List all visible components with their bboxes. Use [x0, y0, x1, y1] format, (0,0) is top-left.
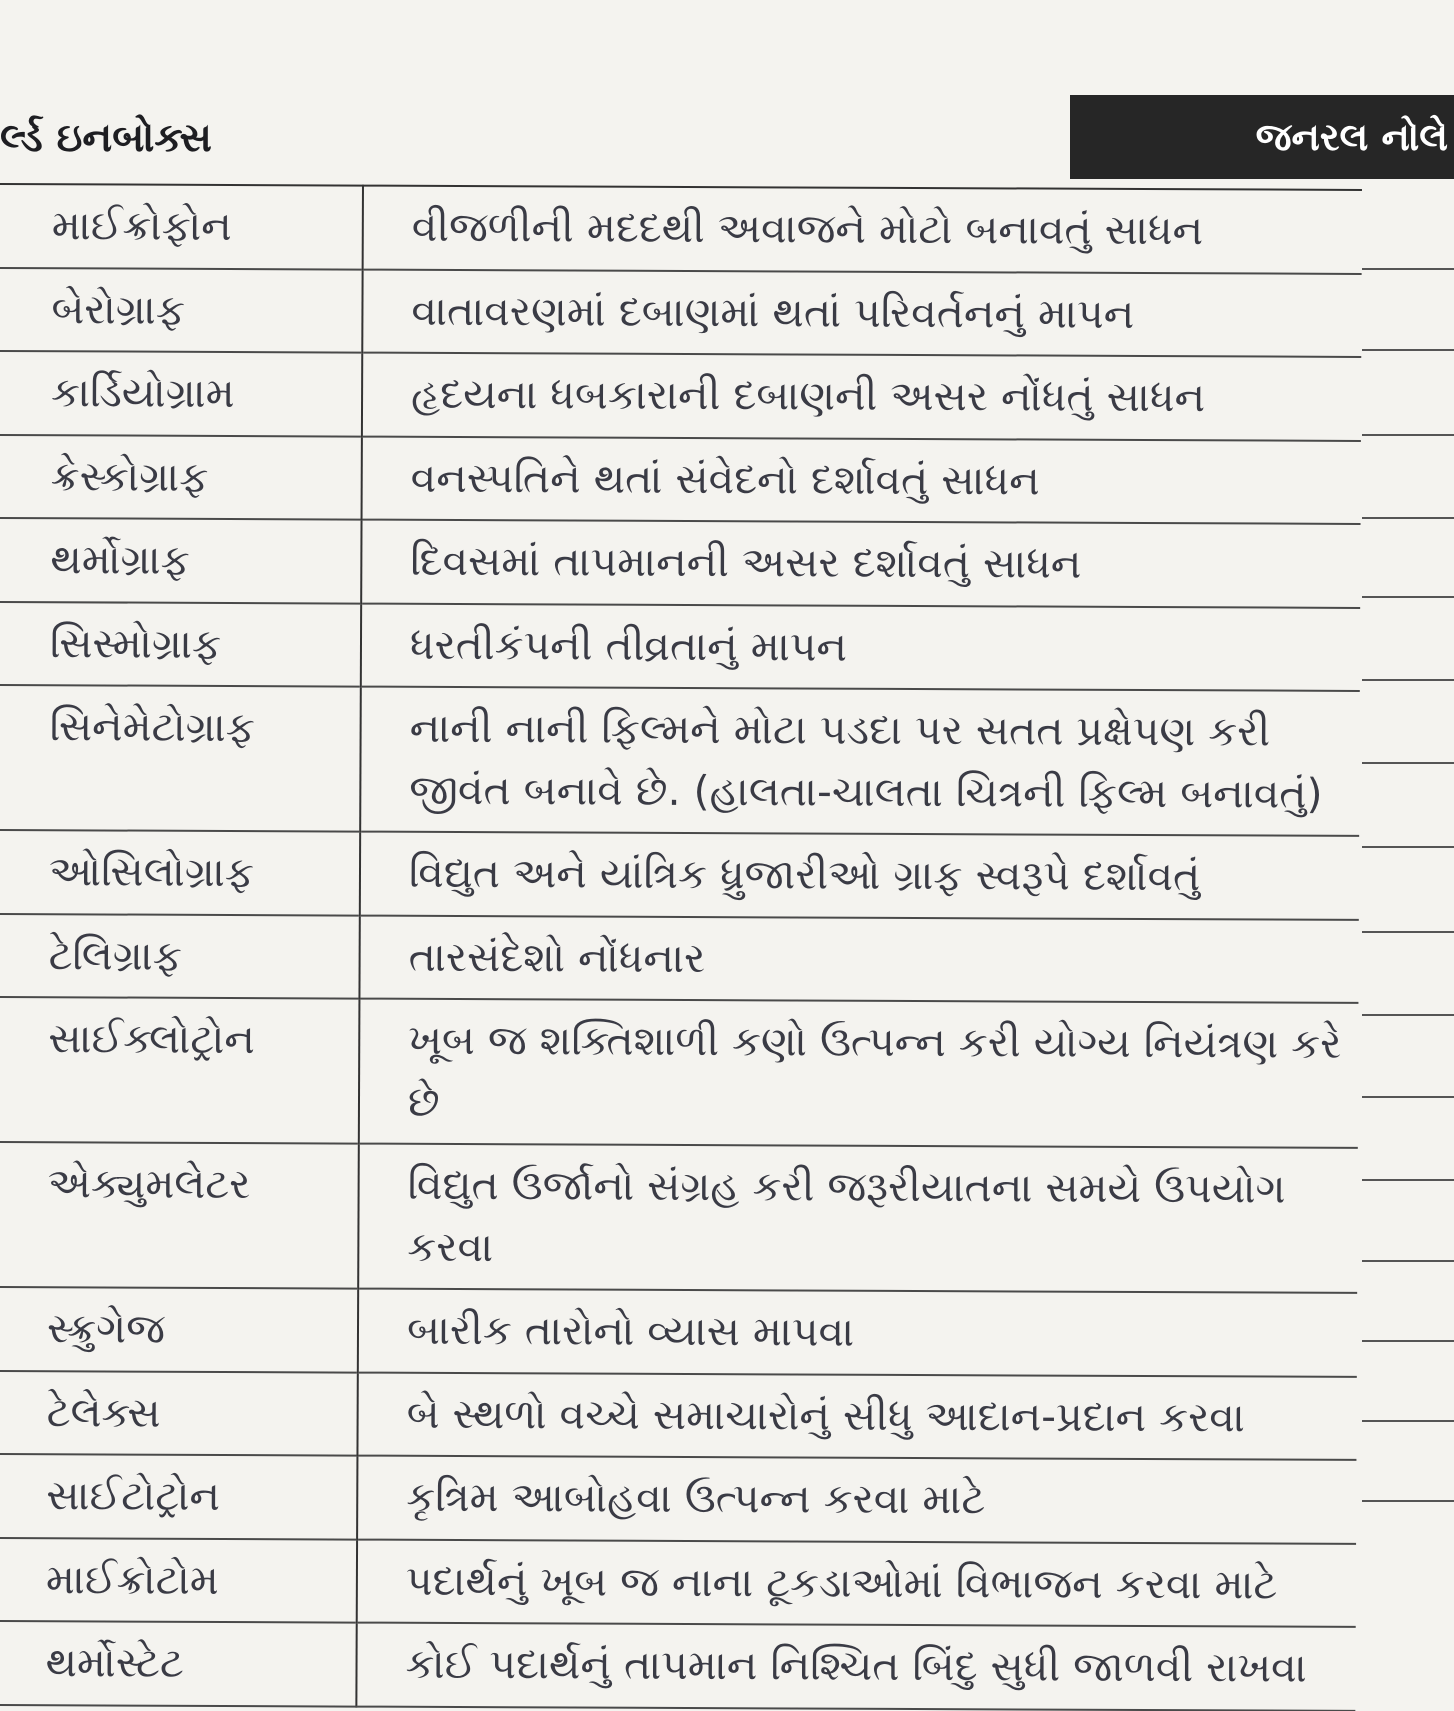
definition-cell: ખૂબ જ શક્તિશાળી કણો ઉત્પન્ન કરી યોગ્ય નિયંત્રણ કરે છે: [359, 999, 1359, 1148]
table-row: [0, 518, 1361, 607]
term-cell: સિનેમેટોગ્રાફ: [0, 685, 361, 832]
term-cell: માઈક્રોટોમ: [0, 1537, 357, 1622]
term-cell: ઓસિલોગ્રાફ: [0, 830, 360, 915]
table-row: [0, 685, 1360, 836]
definition-cell: વિદ્યુત ઉર્જાનો સંગ્રહ કરી જરૂરીયાતના સમયે ઉપયોગ કરવા: [358, 1144, 1358, 1293]
rule-line: [1362, 268, 1454, 270]
rule-line: [1362, 434, 1454, 436]
rule-line: [1362, 679, 1454, 681]
rule-line: [1362, 1260, 1454, 1262]
term-cell: સિસ્મોગ્રાફ: [0, 601, 361, 686]
rule-line: [1362, 931, 1454, 933]
adjacent-column-rules: [1362, 183, 1454, 1600]
term-cell: ક્રેસ્કોગ્રાફ: [0, 434, 362, 519]
table-row: [0, 267, 1362, 356]
definition-cell: વીજળીની મદદથી અવાજને મોટો બનાવતું સાધન: [363, 186, 1362, 274]
rule-line: [1362, 1014, 1454, 1016]
rule-line: [1362, 1179, 1454, 1181]
term-cell: સ્ક્રુગેજ: [0, 1287, 358, 1372]
term-cell: સાઈક્લોટ્રોન: [0, 997, 359, 1144]
table-row: [0, 1454, 1356, 1543]
definition-cell: હૃદયના ધબકારાની દબાણની અસર નોંધતું સાધન: [362, 353, 1361, 441]
table-row: [0, 913, 1359, 1002]
table-row: [0, 1370, 1357, 1459]
table-row: [0, 1142, 1358, 1293]
term-cell: ટેલિગ્રાફ: [0, 913, 360, 998]
rule-line: [1362, 596, 1454, 598]
definition-cell: વાતાવરણમાં દબાણમાં થતાં પરિવર્તનનું માપન: [362, 269, 1361, 357]
definition-cell: કૃત્રિમ આબોહવા ઉત્પન્ન કરવા માટે: [357, 1456, 1356, 1544]
table-row: [0, 1287, 1357, 1376]
table-row: [0, 184, 1362, 273]
term-cell: એક્યુમલેટર: [0, 1142, 359, 1289]
definition-cell: ધરતીકંપની તીવ્રતાનું માપન: [361, 603, 1360, 691]
definition-cell: બે સ્થળો વચ્ચે સમાચારોનું સીધુ આદાન-પ્રદાન કરવા: [357, 1372, 1356, 1460]
page-header: ર્લ્ડ ઇનબોક્સ: [0, 115, 212, 161]
term-cell: ટેલેક્સ: [0, 1370, 358, 1455]
term-cell: થર્મોગ્રાફ: [0, 518, 362, 603]
section-tab: જનરલ નોલે: [1070, 95, 1454, 179]
rule-line: [1362, 1096, 1454, 1098]
term-cell: સાઈટોટ્રોન: [0, 1454, 357, 1539]
rule-line: [1362, 846, 1454, 848]
glossary-table: [0, 183, 1362, 1711]
definition-cell: પદાર્થનું ખૂબ જ નાના ટૂકડાઓમાં વિભાજન કરવા માટે: [357, 1539, 1356, 1627]
rule-line: [1362, 349, 1454, 351]
term-cell: માઈક્રોફોન: [0, 184, 363, 269]
rule-line: [1362, 1340, 1454, 1342]
definition-cell: કોઈ પદાર્થનું તાપમાન નિશ્ચિત બિંદુ સુધી જાળવી રાખવા: [356, 1623, 1355, 1711]
table-row: [0, 997, 1358, 1148]
rule-line: [1362, 1420, 1454, 1422]
definition-cell: તારસંદેશો નોંધનાર: [359, 915, 1358, 1003]
definition-cell: વિદ્યુત અને યાંત્રિક ધ્રુજારીઓ ગ્રાફ સ્વરૂપે દર્શાવતું: [360, 832, 1359, 920]
term-cell: કાર્ડિયોગ્રામ: [0, 351, 362, 436]
definition-cell: દિવસમાં તાપમાનની અસર દર્શાવતું સાધન: [361, 520, 1360, 608]
table-row: [0, 434, 1361, 523]
table-row: [0, 351, 1361, 440]
definition-cell: વનસ્પતિને થતાં સંવેદનો દર્શાવતું સાધન: [362, 436, 1361, 524]
definition-cell: નાની નાની ફિલ્મને મોટા પડદા પર સતત પ્રક્ષેપણ કરી જીવંત બનાવે છે. (હાલતા-ચાલતા ચિત્રની ફિલ્મ બનાવતું): [360, 687, 1360, 836]
term-cell: બેરોગ્રાફ: [0, 267, 363, 352]
definition-cell: બારીક તારોનો વ્યાસ માપવા: [358, 1289, 1357, 1377]
rule-line: [1362, 517, 1454, 519]
table-row: [0, 601, 1360, 690]
term-cell: થર્મોસ્ટેટ: [0, 1621, 357, 1706]
table-row: [0, 1621, 1356, 1710]
rule-line: [1362, 762, 1454, 764]
table-row: [0, 830, 1359, 919]
table-row: [0, 1537, 1356, 1626]
rule-line: [1362, 1500, 1454, 1502]
